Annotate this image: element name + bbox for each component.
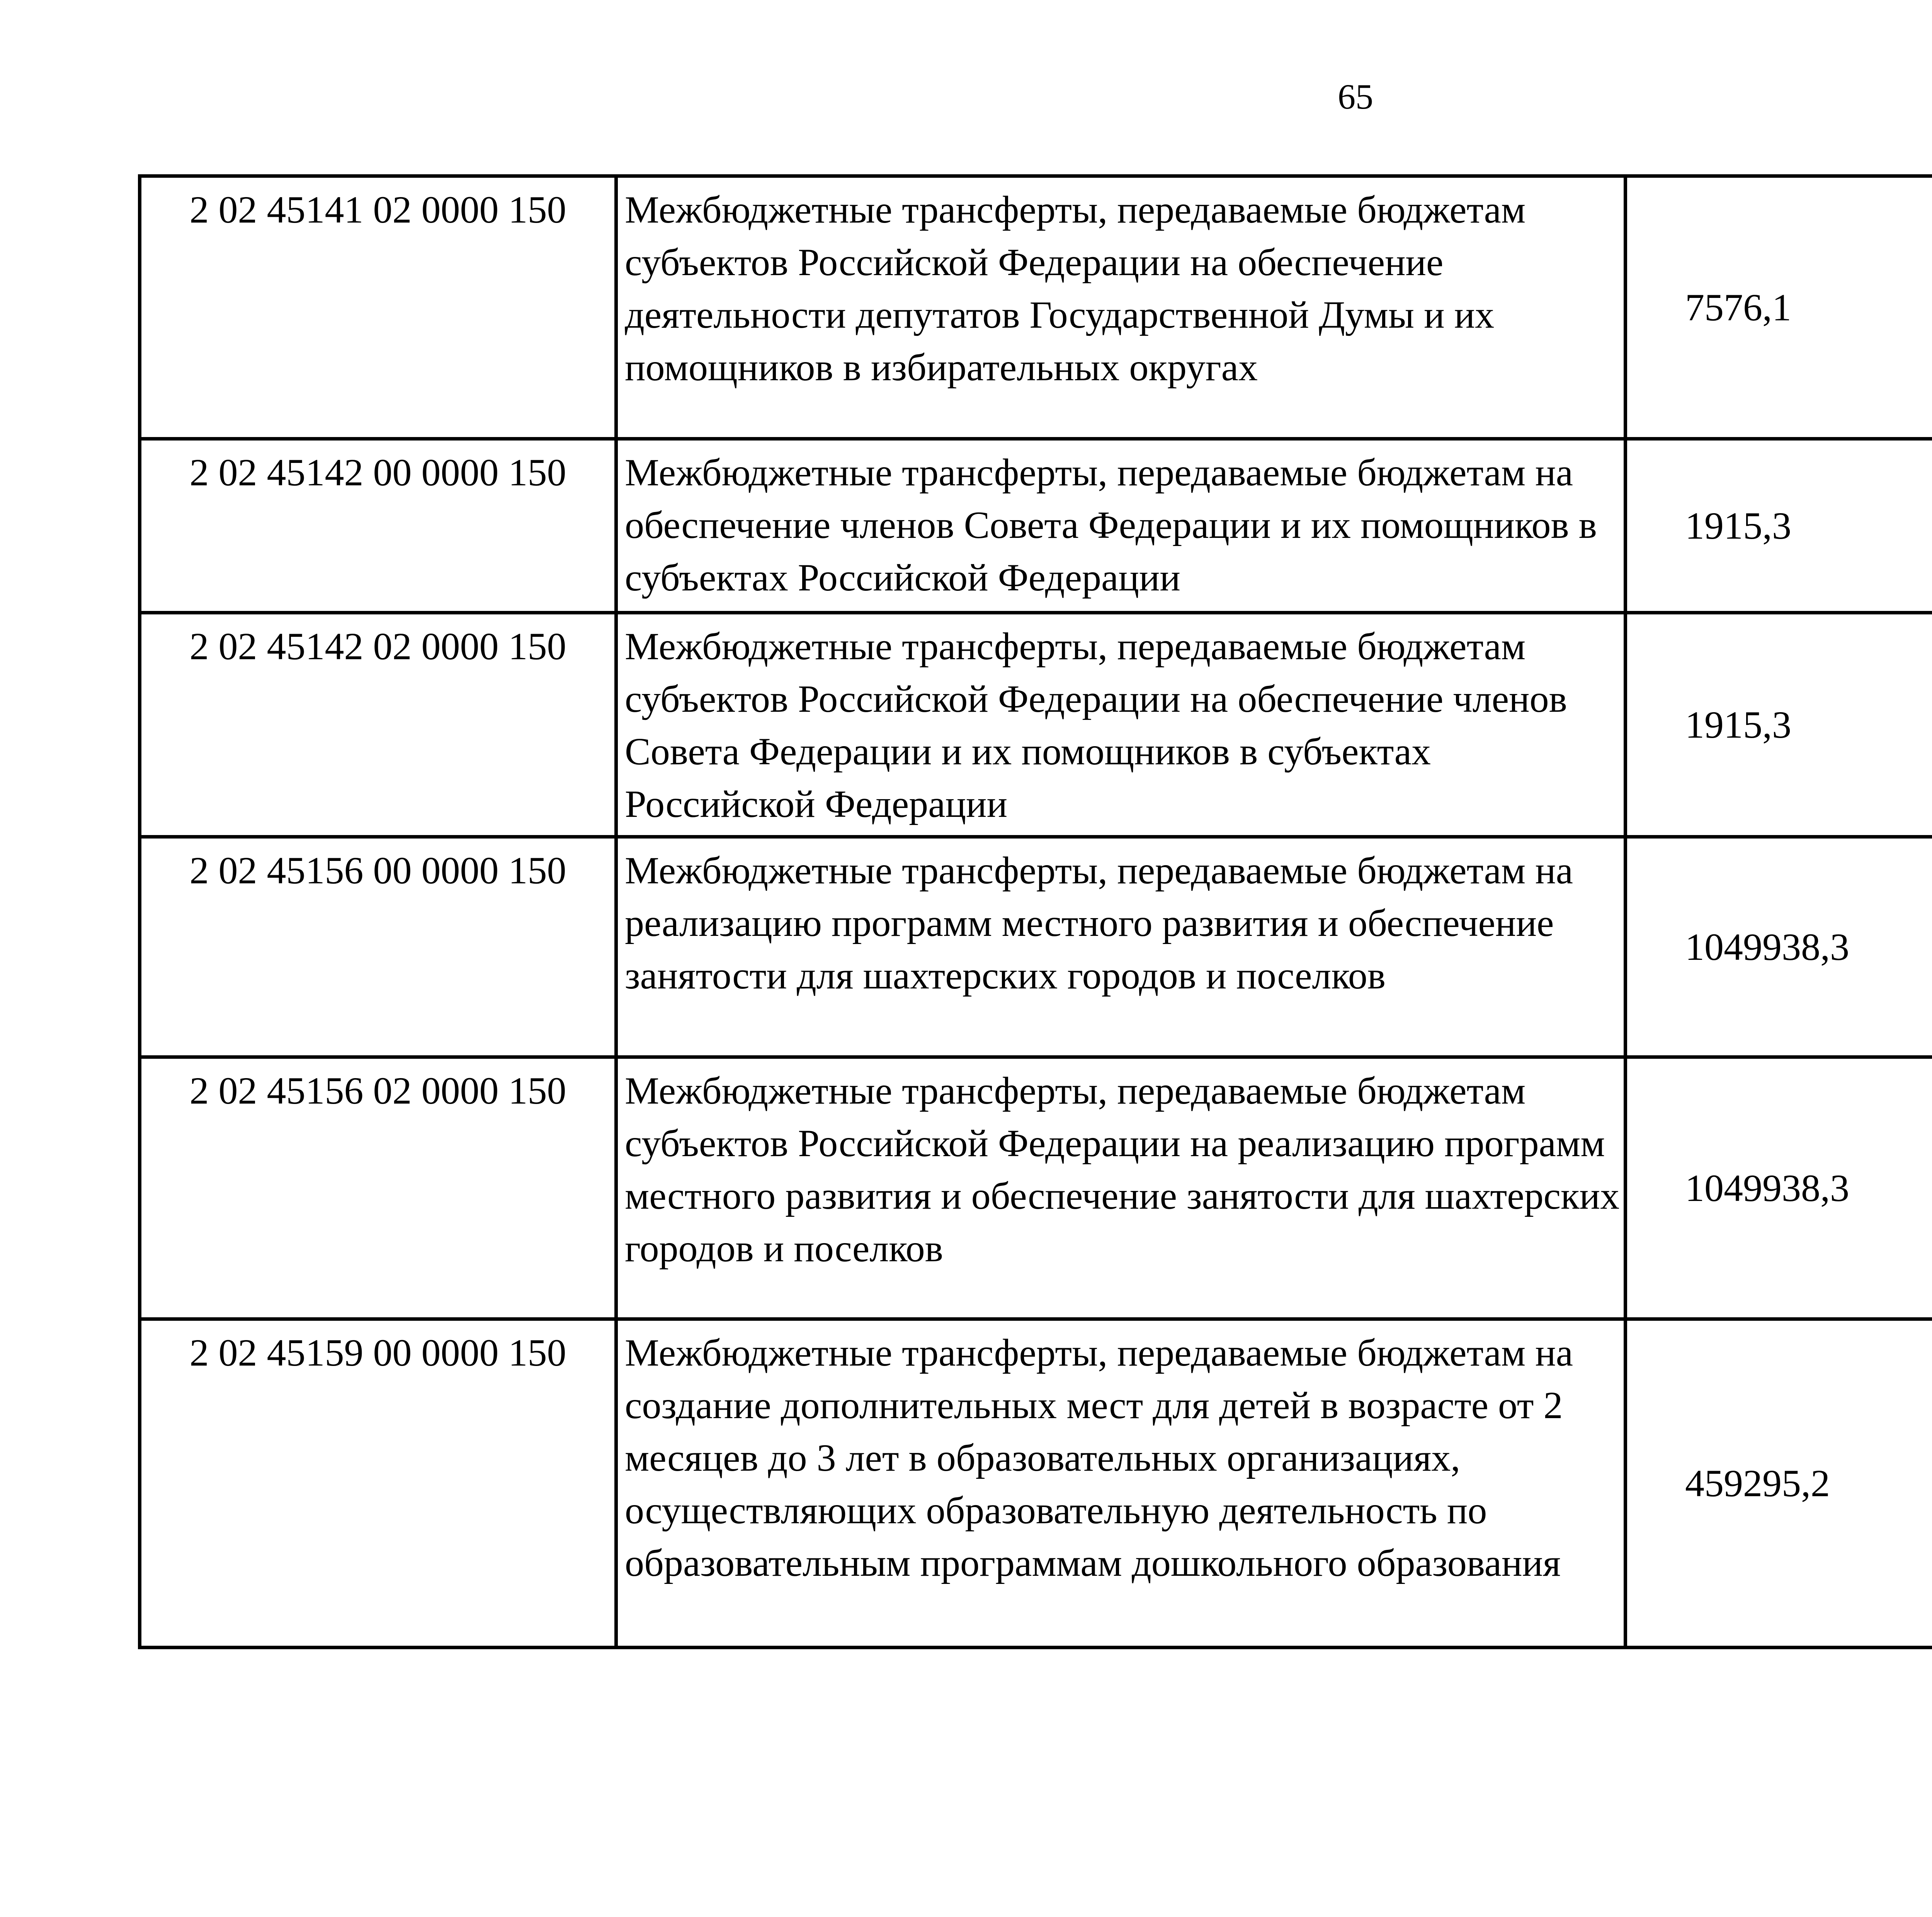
value-1-cell: 1915,3 <box>1626 439 1932 613</box>
table-row <box>140 837 1932 1057</box>
description-cell: Межбюджетные трансферты, передаваемые бюджетам субъектов Российской Федерации на реализацию программ местного развития и обеспечение занятости для шахтерских городов и поселков <box>616 1057 1626 1319</box>
table-row <box>140 613 1932 837</box>
page-number: 65 <box>1338 77 1373 116</box>
value-1-cell: 459295,2 <box>1626 1319 1932 1648</box>
table-row <box>140 1319 1932 1648</box>
table-row <box>140 439 1932 613</box>
value-1-cell: 1915,3 <box>1626 613 1932 837</box>
description-cell: Межбюджетные трансферты, передаваемые бюджетам на обеспечение членов Совета Федерации и их помощников в субъектах Российской Федерации <box>616 439 1626 613</box>
budget-code-cell: 2 02 45141 02 0000 150 <box>140 176 616 439</box>
budget-code-cell: 2 02 45159 00 0000 150 <box>140 1319 616 1648</box>
description-cell: Межбюджетные трансферты, передаваемые бюджетам субъектов Российской Федерации на обеспечение членов Совета Федерации и их помощников в субъектах Российской Федерации <box>616 613 1626 837</box>
value-1-cell: 7576,1 <box>1626 176 1932 439</box>
description-cell: Межбюджетные трансферты, передаваемые бюджетам на реализацию программ местного развития и обеспечение занятости для шахтерских городов и поселков <box>616 837 1626 1057</box>
description-cell: Межбюджетные трансферты, передаваемые бюджетам на создание дополнительных мест для детей в возрасте от 2 месяцев до 3 лет в образовательных организациях, осуществляющих образовательную деятельность по образовательным программам дошкольного образования <box>616 1319 1626 1648</box>
table-row <box>140 176 1932 439</box>
table-row <box>140 1057 1932 1319</box>
budget-code-cell: 2 02 45142 02 0000 150 <box>140 613 616 837</box>
value-1-cell: 1049938,3 <box>1626 837 1932 1057</box>
budget-table <box>138 174 1932 1649</box>
budget-code-cell: 2 02 45142 00 0000 150 <box>140 439 616 613</box>
value-1-cell: 1049938,3 <box>1626 1057 1932 1319</box>
budget-code-cell: 2 02 45156 00 0000 150 <box>140 837 616 1057</box>
description-cell: Межбюджетные трансферты, передаваемые бюджетам субъектов Российской Федерации на обеспечение деятельности депутатов Государственной Думы и их помощников в избирательных округах <box>616 176 1626 439</box>
budget-code-cell: 2 02 45156 02 0000 150 <box>140 1057 616 1319</box>
